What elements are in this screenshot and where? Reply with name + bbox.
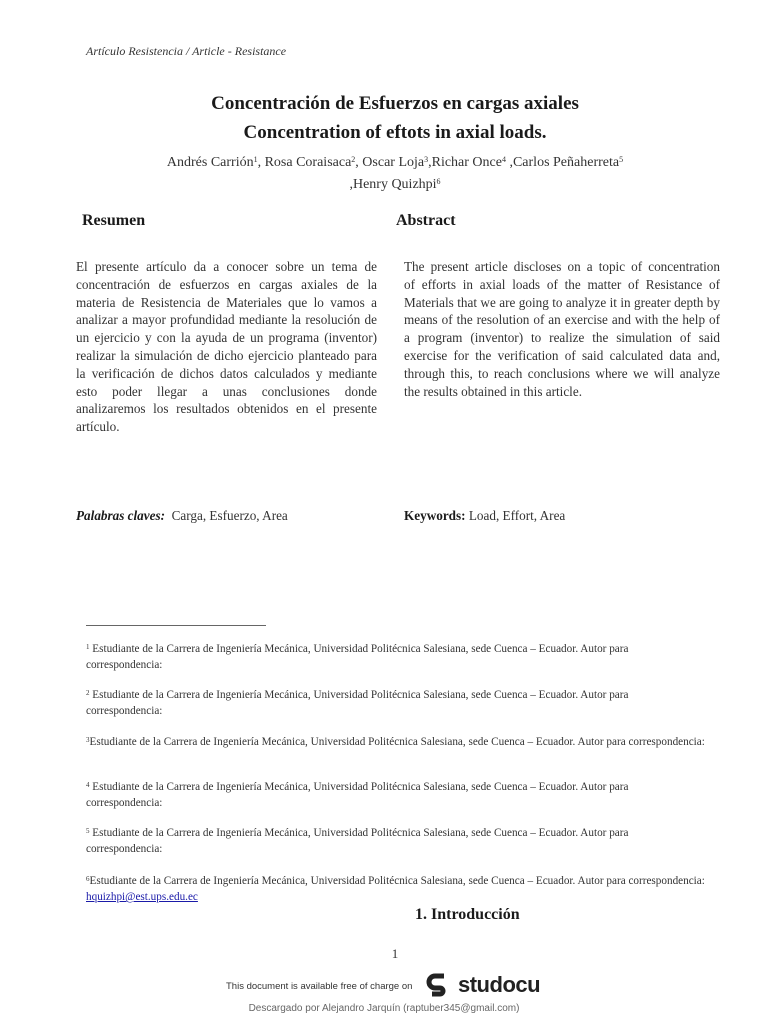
download-note: Descargado por Alejandro Jarquín (raptuber345@gmail.com) (248, 1003, 520, 1014)
author-email-link[interactable]: hquizhpi@est.ups.edu.ec (86, 891, 198, 903)
footnote-mark: 4 (86, 781, 90, 789)
footnote-mark: 2 (86, 689, 90, 697)
studocu-availability-note: This document is available free of charge on (226, 981, 413, 992)
author-separator: , (349, 177, 353, 192)
footnote-text: Estudiante de la Carrera de Ingeniería Mecánica, Universidad Politécnica Salesiana, sede Cuenca – Ecuador. Autor para correspondencia: (86, 643, 629, 671)
footnote-2 (86, 687, 706, 719)
footnote-mark: 3 (86, 736, 90, 744)
author: Richar Once (431, 155, 502, 170)
footnote-text: Estudiante de la Carrera de Ingeniería Mecánica, Universidad Politécnica Salesiana, sede Cuenca – Ecuador. Autor para correspondencia: (89, 736, 705, 748)
author: Andrés Carrión (166, 155, 254, 170)
footnote-mark: 6 (86, 875, 90, 883)
author-separator: , (428, 155, 432, 170)
resumen-heading: Resumen (82, 212, 146, 229)
footnote-5 (86, 825, 706, 857)
abstract-text: The present article discloses on a topic of concentration of efforts in axial loads of the matter of Resistance of Materials that we are going to analyze it in greater depth by means of the resolution of an exercise and with the help of a program (inventor) to realize the simulation of said exercise for the verification of said calculated data and, through this, to reach conclusions where we will analyze the results obtained in this article. (404, 259, 740, 399)
author-affiliation-mark: 4 (501, 155, 506, 164)
footnote-text: Estudiante de la Carrera de Ingeniería Mecánica, Universidad Politécnica Salesiana, sede Cuenca – Ecuador. Autor para correspondencia: (86, 827, 629, 855)
footnote-text: Estudiante de la Carrera de Ingeniería Mecánica, Universidad Politécnica Salesiana, sede Cuenca – Ecuador. Autor para correspondencia: (86, 689, 629, 717)
author-list (150, 152, 640, 196)
footnote-divider (86, 625, 266, 626)
footnote-text: Estudiante de la Carrera de Ingeniería Mecánica, Universidad Politécnica Salesiana, sede Cuenca – Ecuador. Autor para correspondencia: (89, 875, 705, 887)
author-separator: , (505, 155, 513, 170)
keywords-value: Carga, Esfuerzo, Area (171, 508, 288, 523)
author-separator: , (257, 155, 265, 170)
keywords-label: Keywords: (404, 508, 466, 523)
footnote-text: Estudiante de la Carrera de Ingeniería Mecánica, Universidad Politécnica Salesiana, sede Cuenca – Ecuador. Autor para correspondencia: (86, 781, 629, 809)
author-affiliation-mark: 1 (253, 155, 258, 164)
page-number: 1 (391, 946, 399, 961)
footnote-3 (86, 734, 706, 750)
studocu-wordmark: studocu (458, 972, 541, 997)
footnote-mark: 5 (86, 827, 90, 835)
resumen-text: El presente artículo da a conocer sobre un tema de concentración de esfuerzos en cargas axiales de la materia de Resistencia de Materiales que lo vamos a analizar a mayor profundidad mediante la resolución de un ejercicio y con la ayuda de un programa (inventor) realizar la simulación de dicho ejercicio planteado para la verificación de dichos datos calculados y mediante esto poder llegar a unas conclusiones donde analizaremos los resultados obtenidos en el presente artículo. (76, 259, 377, 435)
footnote-6 (86, 873, 706, 905)
author-separator: , (355, 155, 363, 170)
author: Oscar Loja (362, 155, 425, 170)
title-english: Concentration of eftots in axial loads. (243, 122, 547, 143)
author-affiliation-mark: 5 (619, 155, 624, 164)
footnote-4 (86, 779, 706, 811)
author-affiliation-mark: 2 (351, 155, 356, 164)
keywords-english (404, 508, 565, 524)
keywords-label: Palabras claves: (76, 508, 165, 523)
keywords-spanish (76, 508, 288, 524)
title-spanish: Concentración de Esfuerzos en cargas axiales (211, 93, 579, 114)
running-header: Artículo Resistencia / Article - Resistance (86, 44, 287, 58)
author: Henry Quizhpi (352, 177, 437, 192)
abstract-heading: Abstract (396, 212, 456, 229)
author-affiliation-mark: 3 (424, 155, 429, 164)
footnote-mark: 1 (86, 643, 90, 651)
keywords-value: Load, Effort, Area (468, 508, 566, 523)
introduction-heading: 1. Introducción (415, 906, 520, 923)
studocu-logo-icon (424, 970, 454, 1000)
footnote-1 (86, 641, 706, 673)
author: Rosa Coraisaca (264, 155, 352, 170)
author: Carlos Peñaherreta (512, 155, 620, 170)
studocu-logo[interactable] (424, 970, 540, 1000)
author-affiliation-mark: 6 (436, 177, 441, 186)
